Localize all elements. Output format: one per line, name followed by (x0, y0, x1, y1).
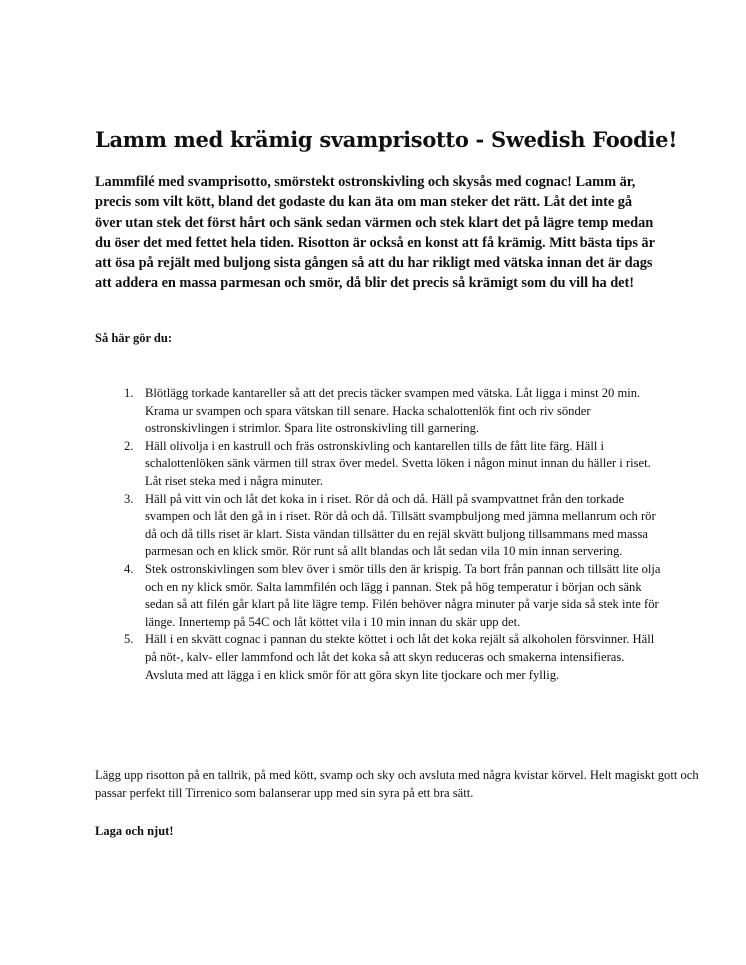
step-item (95, 438, 665, 491)
step-item (95, 385, 665, 438)
step-number: 5. (124, 632, 134, 647)
step-number: 3. (124, 491, 134, 506)
step-text: Häll i en skvätt cognac i pannan du stekte köttet i och låt det koka rejält så alkoholen försvinner. Häll på nöt-, kalv- eller lammfond och låt det koka så att skyn reduceras och smakerna intensifieras. Avsluta med att lägga i en klick smör för att göra skyn lite tjockare och mer fyllig. (145, 632, 655, 682)
closing-line: Laga och njut! (95, 824, 174, 838)
step-number: 2. (124, 438, 134, 453)
step-text: Blötlägg torkade kantareller så att det precis täcker svampen med vätska. Låt ligga i minst 20 min. Krama ur svampen och spara vätskan till senare. Hacka schalottenlök fint och riv sönder ostronskivlingen i strimlor. Spara lite ostronskivling till garnering. (145, 386, 641, 436)
step-text: Stek ostronskivlingen som blev över i smör tills den är krispig. Ta bort från pannan och tillsätt lite olja och en ny klick smör. Salta lammfilén och lägg i pannan. Stek på hög temperatur i början och sänk sedan så att filén går klart på lite lägre temp. Filén behöver några minuter på varje sida så stek inte för länge. Innertemp på 54C och låt köttet vila i 10 min innan du skär upp det. (145, 561, 661, 629)
step-text: Häll olivolja i en kastrull och fräs ostronskivling och kantarellen tills de fått lite färg. Häll i schalottenlöken sänk värmen till strax över medel. Svetta löken i någon minut innan du häller i riset. Låt riset steka med i några minuter. (145, 438, 651, 488)
step-item (95, 491, 665, 561)
steps-list (95, 385, 665, 684)
steps-heading: Så här gör du: (95, 331, 172, 345)
outro-paragraph: Lägg upp risotton på en tallrik, på med kött, svamp och sky och avsluta med några kvistar körvel. Helt magiskt gott och passar perfekt till Tirrenico som balanserar upp med sin syra på ett bra sätt. (95, 768, 699, 801)
step-number: 1. (124, 386, 134, 400)
step-number: 4. (124, 561, 134, 576)
step-text: Häll på vitt vin och låt det koka in i riset. Rör då och då. Häll på svampvattnet från den torkade svampen och låt den gå in i riset. Rör då och då. Tillsätt svampbuljong med jämna mellanrum och rör då och då tills riset är klart. Sista vändan tillsätter du en rejäl skvätt buljong tillsammans med massa parmesan och en klick smör. Rör runt så allt blandas och låt sedan vila 10 min innan servering. (145, 491, 656, 559)
intro-paragraph: Lammfilé med svamprisotto, smörstekt ostronskivling och skysås med cognac! Lamm är, precis som vilt kött, bland det godaste du kan äta om man steker det rätt. Låt det inte gå över utan stek det först hårt och sänk sedan värmen och stek klart det på lägre temp medan du öser det med fettet hela tiden. Risotton är också en konst att få krämig. Mitt bästa tips är att ösa på rejält med buljong sista gången så att du har rikligt med vätska innan det är dags att addera en massa parmesan och smör, då blir det precis så krämigt som du vill ha det! (95, 174, 655, 292)
document-title: Lamm med krämig svamprisotto - Swedish Foodie! (95, 127, 678, 152)
step-item (95, 561, 665, 631)
step-item (95, 631, 665, 684)
